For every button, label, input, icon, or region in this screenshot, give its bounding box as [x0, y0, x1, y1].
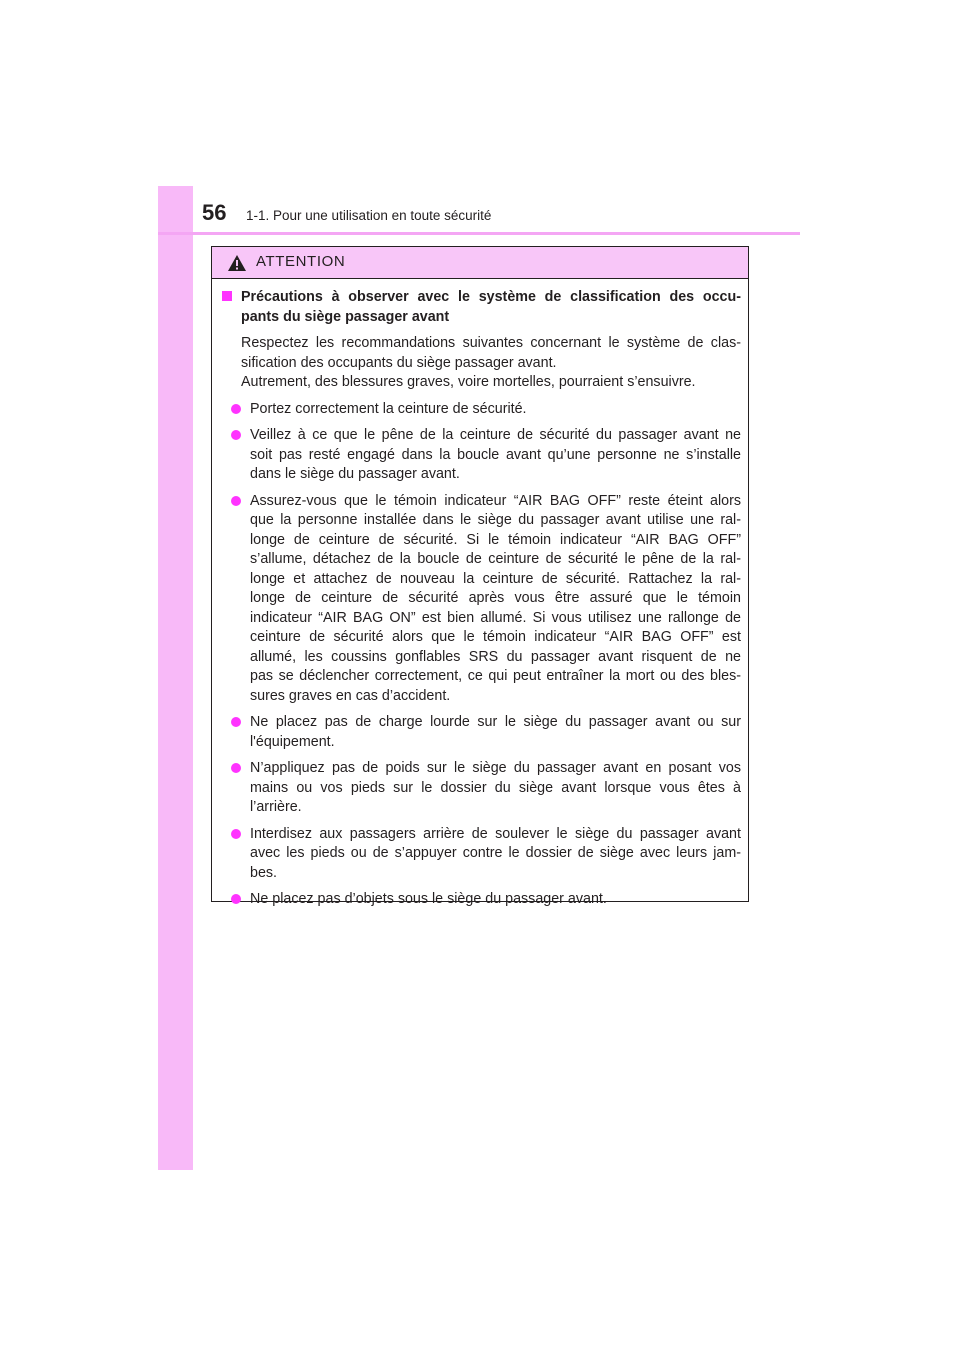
- text-line: mains ou vos pieds sur le dossier du siège avant lorsque vous êtes à: [250, 779, 741, 796]
- precaution-heading: [219, 288, 741, 327]
- text-line: bes.: [250, 864, 278, 881]
- warning-body: [212, 279, 748, 910]
- list-item-text: [241, 759, 741, 818]
- circle-bullet-icon: [231, 829, 241, 839]
- header-divider: [158, 232, 800, 235]
- list-item: [219, 890, 741, 910]
- text-line: l'équipement.: [250, 733, 335, 750]
- circle-bullet-icon: [231, 430, 241, 440]
- text-line: Assurez-vous que le témoin indicateur “AIR BAG OFF” reste éteint alors: [250, 492, 741, 509]
- list-item-text: [241, 492, 741, 707]
- text-line: l’arrière.: [250, 799, 302, 815]
- text-line: Ne placez pas de charge lourde sur le siège du passager avant ou sur: [250, 714, 741, 730]
- text-line: Interdisez aux passagers arrière de soulever le siège du passager avant: [250, 825, 741, 842]
- list-item-text: [241, 825, 741, 884]
- list-item: [219, 492, 741, 707]
- text-line: Veillez à ce que le pêne de la ceinture de sécurité du passager avant ne: [250, 427, 741, 443]
- text-line: pas se déclencher correctement, ce qui peut entraîner la mort ou des bles-: [250, 668, 741, 684]
- warning-box: [211, 246, 749, 907]
- text-line: soit pas resté engagé dans la boucle avant qu’une personne ne s’installe: [250, 446, 741, 463]
- text-line: Autrement, des blessures graves, voire mortelles, pourraient s’ensuivre.: [241, 374, 696, 390]
- text-line: dans le siège du passager avant.: [250, 466, 460, 482]
- text-line: s’allume, détachez de la boucle de ceinture de sécurité le pêne de la ral-: [250, 551, 741, 567]
- intro-paragraph: [219, 334, 741, 393]
- circle-bullet-icon: [231, 763, 241, 773]
- list-item-text: [241, 426, 741, 485]
- precaution-list: [219, 400, 741, 910]
- text-line: avec les pieds ou de s’appuyer contre le dossier de siège avec leurs jam-: [250, 845, 741, 861]
- text-line: indicateur “AIR BAG ON” est bien allumé. Si vous utilisez une rallonge de: [250, 609, 741, 626]
- text-line: longe et attachez de nouveau la ceinture de sécurité. Rattachez la ral-: [250, 570, 741, 587]
- text-line: Respectez les recommandations suivantes concernant le système de clas-: [241, 335, 741, 351]
- list-item: [219, 426, 741, 485]
- list-item-text: [241, 713, 741, 752]
- precaution-heading-text: [241, 288, 741, 327]
- circle-bullet-icon: [231, 404, 241, 414]
- text-line: longe de ceinture de sécurité après vous être assuré que le témoin: [250, 590, 741, 606]
- text-line: sures graves en cas d’accident.: [250, 687, 451, 704]
- warning-label: ATTENTION: [256, 253, 346, 270]
- list-item: [219, 400, 741, 420]
- text-line: que la personne installée dans le siège du passager avant utilise une ral-: [250, 512, 741, 528]
- text-line: pants du siège passager avant: [241, 308, 450, 325]
- text-line: allumé, les coussins gonflables SRS du passager avant risquent de ne: [250, 648, 741, 665]
- text-line: Portez correctement la ceinture de sécurité.: [250, 400, 527, 417]
- section-title: 1-1. Pour une utilisation en toute sécurité: [246, 208, 492, 223]
- side-margin-band: [158, 186, 193, 1170]
- warning-triangle-icon: [227, 254, 247, 272]
- list-item: [219, 759, 741, 818]
- circle-bullet-icon: [231, 717, 241, 727]
- list-item: [219, 713, 741, 752]
- text-line: sification des occupants du siège passager avant.: [241, 354, 557, 371]
- circle-bullet-icon: [231, 894, 241, 904]
- text-line: longe de ceinture de sécurité. Si le témoin indicateur “AIR BAG OFF”: [250, 531, 741, 548]
- text-line: ceinture de sécurité alors que le témoin indicateur “AIR BAG OFF” est: [250, 629, 741, 645]
- page-number: 56: [202, 200, 227, 225]
- warning-header: [212, 247, 748, 279]
- text-line: N’appliquez pas de poids sur le siège du passager avant en posant vos: [250, 760, 741, 776]
- list-item-text: [241, 890, 741, 910]
- square-bullet-icon: [222, 291, 232, 301]
- text-line: Ne placez pas d’objets sous le siège du passager avant.: [250, 891, 607, 907]
- list-item: [219, 825, 741, 884]
- circle-bullet-icon: [231, 496, 241, 506]
- text-line: Précautions à observer avec le système de classification des occu-: [241, 289, 741, 305]
- list-item-text: [241, 400, 741, 420]
